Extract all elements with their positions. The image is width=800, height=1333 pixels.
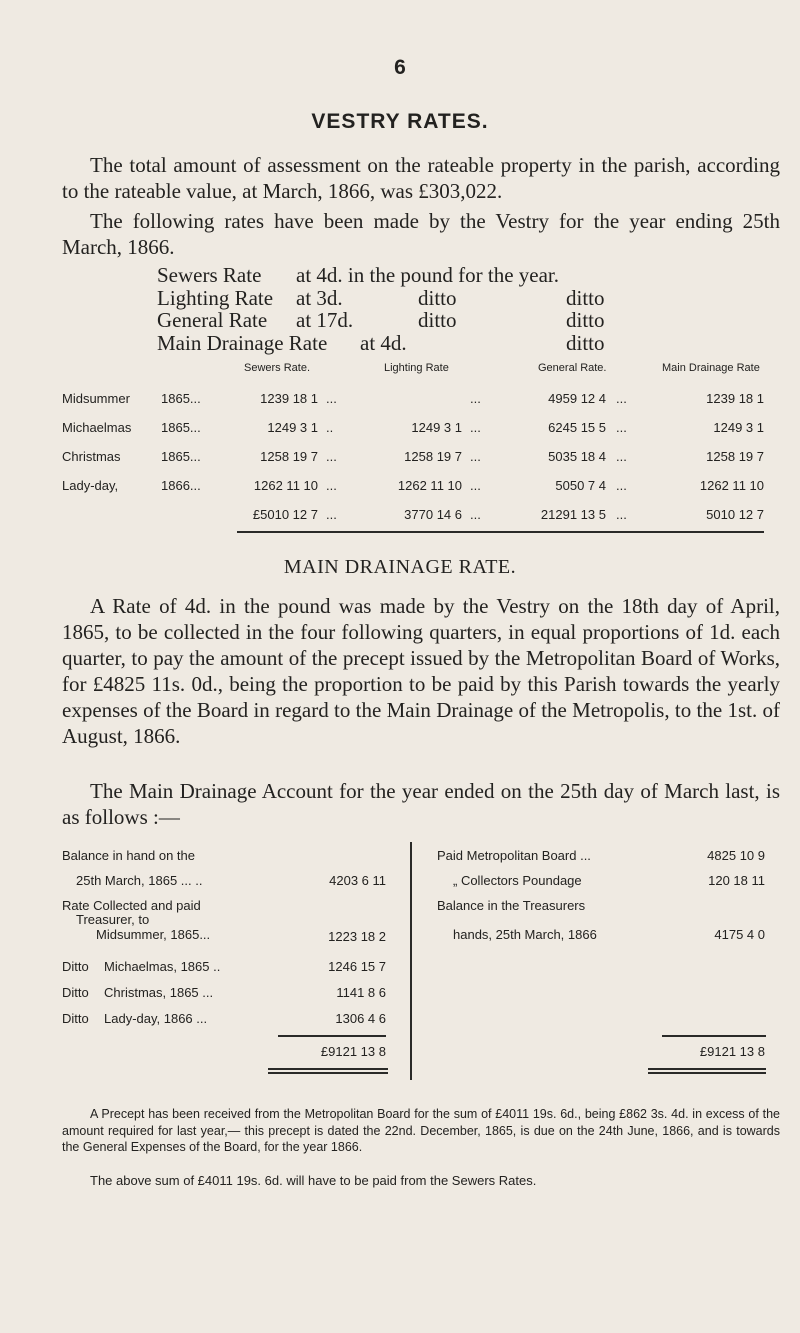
account-amount: 4175 4 0 [714,927,765,942]
table-cell-sewers: 1262 11 10 [253,478,318,493]
drainage-paragraph-2: The Main Drainage Account for the year ended on the 25th day of March last, is as follows :— [62,779,780,829]
account-amount: 1223 18 2 [328,929,386,944]
account-amount: 1141 8 6 [336,985,386,1000]
table-total-d1: ... [326,507,337,522]
ditto-mark: ditto [566,330,605,355]
account-label: Treasurer, to [76,912,150,927]
table-cell-d3: ... [616,391,627,406]
footnote-1: A Precept has been received from the Metropolitan Board for the sum of £4011 19s. 6d., being £862 3s. 4d. in excess of the amount required for last year,— this precept is dated the 22nd. December, 1865, is due on the 24th June, 1866, and is towards the General Expenses of the Board, for the year 1866. [62,1107,780,1154]
account-label: Balance in hand on the [62,848,195,863]
rate-line [0,332,800,355]
table-cell-year: 1865... [161,391,201,406]
table-bottom-rule [237,531,764,533]
rate-name: Main Drainage Rate [157,330,328,355]
table-total-d3: ... [616,507,627,522]
table-cell-quarter: Michaelmas [62,420,132,435]
section-title: MAIN DRAINAGE RATE. [283,556,517,578]
table-total-general: 21291 13 5 [540,507,606,522]
account-divider [410,842,412,1080]
table-cell-quarter: Midsummer [62,391,130,406]
account-label: Midsummer, 1865... [96,927,211,942]
rate-amount: at 17d. [296,308,354,332]
account-prefix: Ditto [62,959,89,974]
account-label: hands, 25th March, 1866 [453,927,597,942]
table-cell-d1: .. [326,420,334,435]
account-prefix: Ditto [62,1011,89,1026]
table-cell-drainage: 1249 3 1 [713,420,764,435]
rate-line [0,264,800,287]
intro-paragraph-2: The following rates have been made by the Vestry for the year ending 25th March, 1866. [62,209,780,259]
ditto-mark: ditto [566,285,605,310]
table-cell-lighting: 1262 11 10 [397,478,462,493]
table-cell-d2: ... [470,478,481,493]
table-cell-drainage: 1239 18 1 [706,391,764,406]
table-cell-general: 5050 7 4 [555,478,606,493]
right-total-rule [648,1072,766,1074]
rate-amount: at 4d. [360,330,407,355]
table-cell-d2: ... [470,420,481,435]
table-cell-general: 5035 18 4 [548,449,606,464]
table-cell-general: 6245 15 5 [548,420,606,435]
right-subtotal-rule [662,1035,766,1037]
table-cell-sewers: 1239 18 1 [260,391,318,406]
account-amount: 120 18 11 [708,873,765,888]
table-cell-d3: ... [616,420,627,435]
table-cell-lighting: 1249 3 1 [411,420,462,435]
account-label: Christmas, 1865 ... [104,985,214,1000]
table-cell-sewers: 1258 19 7 [260,449,318,464]
table-cell-d3: ... [616,449,627,464]
table-cell-drainage: 1262 11 10 [699,478,764,493]
ditto-mark: ditto [418,285,457,310]
account-prefix: Ditto [62,985,89,1000]
table-cell-d3: ... [616,478,627,493]
column-header-sewers: Sewers Rate. [244,362,311,374]
table-cell-quarter: Christmas [62,449,121,464]
right-total: £9121 13 8 [699,1044,765,1059]
rate-name: Lighting Rate [157,285,274,310]
right-total-rule [648,1068,766,1070]
account-label: Lady-day, 1866 ... [104,1011,208,1026]
rate-amount: at 3d. [296,285,343,310]
table-total-d2: ... [470,507,481,522]
table-total-sewers: £5010 12 7 [252,507,318,522]
table-cell-sewers: 1249 3 1 [267,420,318,435]
table-total-lighting: 3770 14 6 [404,507,462,522]
footnote-2: The above sum of £4011 19s. 6d. will have to be paid from the Sewers Rates. [90,1173,537,1188]
account-amount: 4825 10 9 [707,848,765,863]
account-amount: 1246 15 7 [328,959,386,974]
table-cell-year: 1865... [161,420,201,435]
table-cell-d1: ... [326,478,337,493]
table-cell-d2: ... [470,391,481,406]
rates-table [0,362,800,532]
table-cell-quarter: Lady-day, [62,478,119,493]
rate-line [0,287,800,310]
left-total: £9121 13 8 [320,1044,386,1059]
table-cell-lighting: 1258 19 7 [404,449,462,464]
table-cell-d2: ... [470,449,481,464]
account-label: „ Collectors Poundage [453,873,582,888]
left-total-rule [268,1068,388,1070]
rate-line [0,309,800,332]
rate-amount: at 4d. in the pound for the year. [296,263,560,287]
drainage-paragraph-1: A Rate of 4d. in the pound was made by the Vestry on the 18th day of April, 1865, to be collected in the four following quarters, in equal proportions of 1d. each quarter, to pay the amount of the precept issued by the Metropolitan Board of Works, for £4825 11s. 0d., being the proportion to be paid by this Parish towards the yearly expenses of the Board in regard to the Main Drainage of the Metropolis, to the 1st. of August, 1866. [62,594,780,748]
rate-name: Sewers Rate [157,263,262,287]
table-cell-drainage: 1258 19 7 [706,449,764,464]
table-total-drainage: 5010 12 7 [706,507,764,522]
left-total-rule [268,1072,388,1074]
table-cell-d1: ... [326,449,337,464]
drainage-account [0,840,800,1090]
table-cell-year: 1866... [161,478,201,493]
table-cell-d1: ... [326,391,337,406]
page-number: 6 [394,56,406,79]
account-label: 25th March, 1865 ... .. [76,873,203,888]
rates-list [0,264,800,354]
table-cell-general: 4959 12 4 [548,391,606,406]
left-subtotal-rule [278,1035,386,1037]
account-label: Michaelmas, 1865 .. [104,959,221,974]
column-header-drainage: Main Drainage Rate [662,362,760,374]
table-cell-year: 1865... [161,449,201,464]
ditto-mark: ditto [418,308,457,332]
page-title: VESTRY RATES. [311,110,489,133]
account-label: Paid Metropolitan Board ... [437,848,591,863]
rate-name: General Rate [157,308,268,332]
ditto-mark: ditto [566,308,605,332]
intro-paragraph-1: The total amount of assessment on the rateable property in the parish, according to the rateable value, at March, 1866, was £303,022. [62,153,780,203]
column-header-general: General Rate. [538,362,607,374]
account-amount: 1306 4 6 [335,1011,386,1026]
account-amount: 4203 6 11 [329,873,386,888]
account-label: Balance in the Treasurers [437,898,586,913]
account-label: Rate Collected and paid [62,898,201,913]
column-header-lighting: Lighting Rate [384,362,449,374]
